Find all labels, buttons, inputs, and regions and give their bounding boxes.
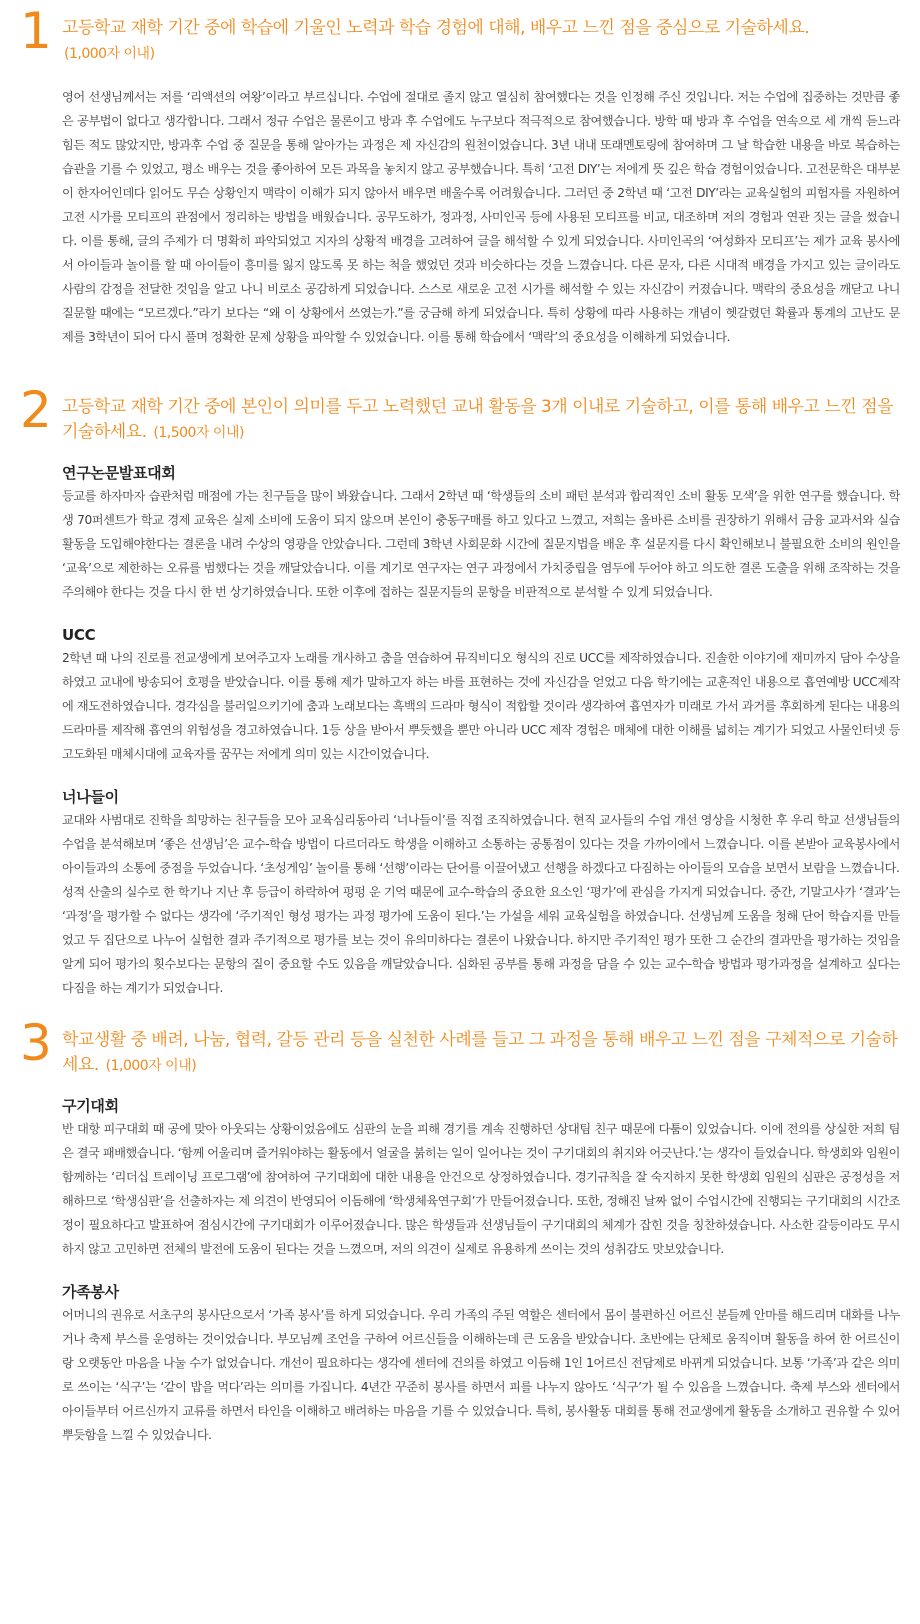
section-question xyxy=(62,14,900,67)
answer-paragraph: 등교를 하자마자 습관처럼 매점에 가는 친구들을 많이 봐왔습니다. 그래서 2학년 때 ‘학생들의 소비 패턴 분석과 합리적인 소비 활동 모색’을 위한 연구를 했습니다. 학생 70퍼센트가 학교 경제 교육은 실제 소비에 도움이 되지 않으며 본인이 충동구매를 하고 있다고 느꼈고, 저희는 올바른 소비를 권장하기 위해서 금융 교과서와 실습 활동을 도입해야한다는 결론을 내려 수상의 영광을 안았습니다. 그런데 3학년 사회문화 시간에 질문지법을 배운 후 설문지를 다시 확인해보니 불필요한 소비의 원인을 ‘교육’으로 제한하는 오류를 범했다는 것을 깨달았습니다. 이를 계기로 연구자는 연구 과정에서 가치중립을 염두에 두어야 하고 의도한 결론 도출을 위해 조작하는 것을 주의해야 한다는 것을 다시 한 번 상기하였습니다. 또한 이후에 접하는 질문지들의 문항을 비판적으로 분석할 수 있게 되었습니다. xyxy=(62,489,900,599)
activity-title: UCC xyxy=(62,626,96,644)
answer-block xyxy=(62,624,900,766)
section-2 xyxy=(20,381,900,1000)
question-text: 고등학교 재학 기간 중에 학습에 기울인 노력과 학습 경험에 대해, 배우고 느낀 점을 중심으로 기술하세요. xyxy=(62,18,810,38)
section-question xyxy=(62,393,900,446)
activity-title: 가족봉사 xyxy=(62,1283,119,1301)
answer-paragraph: 교대와 사범대로 진학을 희망하는 친구들을 모아 교육심리동아리 ‘너나들이’를 직접 조직하였습니다. 현직 교사들의 수업 개선 영상을 시청한 후 우리 학교 선생님들의 수업을 분석해보며 ‘좋은 선생님’은 교수-학습 방법이 다르더라도 학생을 이해하고 소통하는 공통점이 있다는 것을 가까이에서 느꼈습니다. 이를 본받아 교육봉사에서 아이들과의 소통에 중점을 두었습니다. ‘초성게임’ 놀이를 통해 ‘선행’이라는 단어를 이끌어냈고 선행을 하겠다고 다짐하는 아이들의 모습을 보면서 보람을 느꼈습니다. xyxy=(62,813,900,875)
answer-block xyxy=(62,462,900,604)
answer-paragraph: 2학년 때 나의 진로를 전교생에게 보여주고자 노래를 개사하고 춤을 연습하여 뮤직비디오 형식의 진로 UCC를 제작하였습니다. 진솔한 이야기에 재미까지 담아 수상을 하였고 교내에 방송되어 호평을 받았습니다. 이를 통해 제가 말하고자 하는 바를 표현하는 것에 자신감을 얻었고 다음 학기에는 교훈적인 내용으로 흡연예방 UCC제작에 재도전하였습니다. 경각심을 불러일으키기에 춤과 노래보다는 흑백의 드라마 형식이 적합할 것이라 생각하여 흡연자가 미래로 가서 과거를 후회하게 된다는 내용의 드라마를 제작해 흡연의 위험성을 경고하였습니다. 1등 상을 받아서 뿌듯했을 뿐만 아니라 UCC 제작 경험은 매체에 대한 이해를 넓히는 계기가 되었고 사물인터넷 등 고도화된 매체시대에 교육자를 꿈꾸는 저에게 의미 있는 시간이었습니다. xyxy=(62,651,900,761)
char-limit: (1,500자 이내) xyxy=(153,425,244,441)
section-number: 3 xyxy=(20,1014,52,1072)
answer-block xyxy=(62,1095,900,1261)
answer-paragraph: 성적 산출의 실수로 한 학기나 지난 후 등급이 하락하여 펑펑 운 기억 때문에 교수-학습의 중요한 요소인 ‘평가’에 관심을 가지게 되었습니다. 중간, 기말고사가 ‘결과’는 ‘과정’을 평가할 수 없다는 생각에 ‘주기적인 형성 평가는 과정 평가에 도움이 된다.’는 가설을 세워 교육실험을 하였습니다. 선생님께 도움을 청해 단어 학습지를 만들었고 두 집단으로 나누어 실험한 결과 주기적으로 평가를 보는 것이 유의미하다는 결론이 나왔습니다. 하지만 주기적인 평가 또한 그 순간의 결과만을 평가하는 것임을 알게 되어 평가의 횟수보다는 문항의 질이 중요할 수도 있음을 깨달았습니다. 심화된 공부를 통해 과정을 담을 수 있는 교수-학습 방법과 평가과정을 설계하고 싶다는 다짐을 하는 계기가 되었습니다. xyxy=(62,885,900,995)
section-3 xyxy=(20,1014,900,1447)
answer-block xyxy=(62,786,900,1000)
answer-paragraph: 반 대항 피구대회 때 공에 맞아 아웃되는 상황이었음에도 심판의 눈을 피해 경기를 계속 진행하던 상대팀 친구 때문에 다툼이 있었습니다. 이에 전의를 상실한 저희 팀은 결국 패배했습니다. ‘함께 어울리며 즐거워야하는 활동에서 얼굴을 붉히는 일이 일어나는 것이 구기대회의 취지와 어긋난다.’는 생각이 들었습니다. 학생회와 임원이 함께하는 ‘리더십 트레이닝 프로그램’에 참여하여 구기대회에 대한 내용을 안건으로 상정하였습니다. 경기규칙을 잘 숙지하지 못한 학생회 임원의 심판은 공정성을 저해하므로 ‘학생심판’을 선출하자는 제 의견이 반영되어 이듬해에 ‘학생체육연구회’가 만들어졌습니다. 또한, 정해진 날짜 없이 수업시간에 진행되는 구기대회의 시간조정이 필요하다고 발표하여 점심시간에 구기대회가 이루어졌습니다. 많은 학생들과 선생님들이 구기대회의 체계가 잡힌 것을 칭찬하셨습니다. 사소한 갈등이라도 무시하지 않고 고민하면 전체의 발전에 도움이 된다는 것을 느꼈으며, 저의 의견이 실제로 유용하게 쓰이는 것의 성취감도 맛보았습니다. xyxy=(62,1122,900,1256)
question-text: 학교생활 중 배려, 나눔, 협력, 갈등 관리 등을 실천한 사례를 들고 그 과정을 통해 배우고 느낀 점을 구체적으로 기술하세요. xyxy=(62,1030,898,1075)
section-number: 1 xyxy=(20,2,52,60)
answer-paragraph: 어머니의 권유로 서초구의 봉사단으로서 ‘가족 봉사’를 하게 되었습니다. 우리 가족의 주된 역할은 센터에서 몸이 불편하신 어르신 분들께 안마를 해드리며 대화를 나누거나 축제 부스를 운영하는 것이었습니다. 부모님께 조언을 구하여 어르신들을 이해하는데 큰 도움을 받았습니다. 초반에는 단체로 움직이며 활동을 하여 한 어르신이랑 오랫동안 마음을 나눌 수가 없었습니다. 개선이 필요하다는 생각에 센터에 건의를 하였고 이듬해 1인 1어르신 전담제로 바뀌게 되었습니다. 보통 ‘가족’과 같은 의미로 쓰이는 ‘식구’는 ‘같이 밥을 먹다’라는 의미를 가집니다. 4년간 꾸준히 봉사를 하면서 피를 나누지 않아도 ‘식구’가 될 수 있음을 느꼈습니다. 축제 부스와 센터에서 아이들부터 어르신까지 교류를 하면서 타인을 이해하고 배려하는 마음을 기를 수 있었습니다. 특히, 봉사활동 대회를 통해 전교생에게 활동을 소개하고 권유할 수 있어 뿌듯함을 느낄 수 있었습니다. xyxy=(62,1308,900,1442)
activity-title: 너나들이 xyxy=(62,788,119,806)
char-limit: (1,000자 이내) xyxy=(105,1058,197,1074)
section-number: 2 xyxy=(20,381,52,439)
section-1 xyxy=(20,2,900,349)
answer-paragraph: 영어 선생님께서는 저를 ‘리액션의 여왕’이라고 부르십니다. 수업에 절대로 졸지 않고 열심히 참여했다는 것을 인정해 주신 것입니다. 저는 수업에 집중하는 것만큼 좋은 공부법이 없다고 생각합니다. 그래서 정규 수업은 물론이고 방과 후 수업에도 누구보다 적극적으로 참여했습니다. 방학 때 방과 후 수업을 연속으로 세 개씩 듣느라 힘든 적도 많았지만, 방과후 수업 중 질문을 통해 알아가는 과정은 제 자신감의 원천이었습니다. 3년 내내 또래멘토링에 참여하며 그 날 학습한 내용을 바로 복습하는 습관을 기를 수 있었고, 평소 배우는 것을 좋아하여 모든 과목을 놓치지 않고 공부했습니다. 특히 ‘고전 DIY’는 저에게 뜻 깊은 학습 경험이었습니다. 고전문학은 대부분이 한자어인데다 읽어도 무슨 상황인지 맥락이 이해가 되지 않아서 배우면 배울수록 어려웠습니다. 그러던 중 2학년 때 ‘고전 DIY’라는 교육실험의 피험자를 자원하여 고전 시가를 모티프의 관점에서 정리하는 방법을 배웠습니다. 공무도하가, 정과정, 사미인곡 등에 사용된 모티프를 비교, 대조하며 저의 경험과 연관 짓는 글을 썼습니다. 이를 통해, 글의 주제가 더 명확히 파악되었고 지자의 상황적 배경을 고려하여 글을 해석할 수 있게 되었습니다. 사미인곡의 ‘여성화자 모티프’는 제가 교육 봉사에서 아이들과 놀이를 할 때 아이들이 흥미를 잃지 않도록 못 하는 척을 했었던 것과 비슷하다는 것을 느꼈습니다. 다른 문자, 다른 시대적 배경을 가지고 있는 글이라도 사람의 감정을 전달한 것임을 알고 나니 비로소 공감하게 되었습니다. 스스로 새로운 고전 시가를 해석할 수 있는 자신감이 커졌습니다. 맥락의 중요성을 깨닫고 나니 질문할 때에는 “모르겠다.”라기 보다는 “왜 이 상황에서 쓰였는가.”를 궁금해 하게 되었습니다. 특히 상황에 따라 사용하는 개념이 헷갈렸던 확률과 통계의 고난도 문제를 3학년이 되어 다시 풀며 정확한 문제 상황을 파악할 수 있었습니다. 이를 통해 학습에서 ‘맥락’의 중요성을 이해하게 되었습니다. xyxy=(62,90,900,344)
activity-title: 구기대회 xyxy=(62,1097,119,1115)
char-limit: (1,000자 이내) xyxy=(64,46,155,62)
answer-block xyxy=(62,1281,900,1447)
section-question xyxy=(62,1026,900,1079)
question-text: 고등학교 재학 기간 중에 본인이 의미를 두고 노력했던 교내 활동을 3개 이내로 기술하고, 이를 통해 배우고 느낀 점을 기술하세요. xyxy=(62,397,893,442)
answer-block xyxy=(62,85,900,349)
activity-title: 연구논문발표대회 xyxy=(62,464,176,482)
